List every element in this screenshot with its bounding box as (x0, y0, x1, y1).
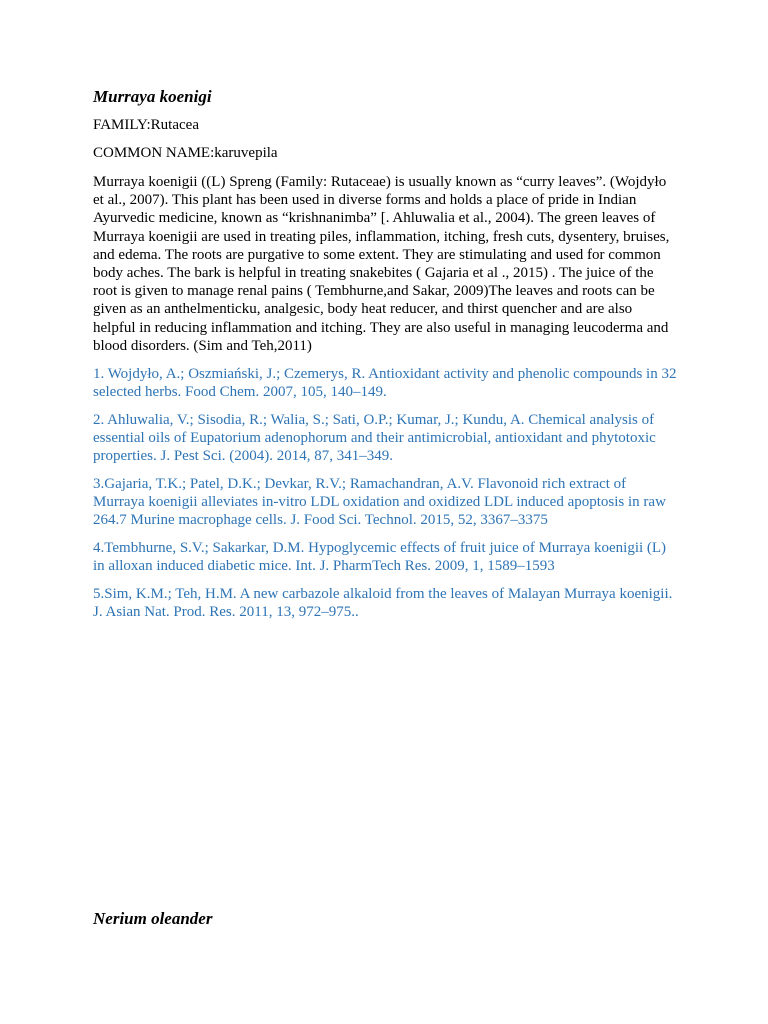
description-paragraph: Murraya koenigii ((L) Spreng (Family: Rutaceae) is usually known as “curry leaves”. (Wojdyło et al., 2007). This plant has been used in diverse forms and holds a place of pride in Indian Ayurvedic medicine, known as “krishnanimba” [. Ahluwalia et al., 2004). The green leaves of Murraya koenigii are used in treating piles, inflammation, itching, fresh cuts, dysentery, bruises, and edema. The roots are purgative to some extent. They are stimulating and used for common body aches. The bark is helpful in treating snakebites ( Gajaria et al ., 2015) . The juice of the root is given to manage renal pains ( Tembhurne,and Sakar, 2009)The leaves and roots can be given as an anthelmenticku, analgesic, body heat reducer, and thirst quencher and are also helpful in reducing inflammation and itching. They are also useful in managing leucoderma and blood disorders. (Sim and Teh,2011) (93, 174, 670, 354)
species-title-nerium: Nerium oleander (93, 909, 213, 928)
reference-item[interactable]: 5.Sim, K.M.; Teh, H.M. A new carbazole alkaloid from the leaves of Malayan Murraya koenigii. J. Asian Nat. Prod. Res. 2011, 13, 972–975.. (93, 586, 673, 621)
species-title-murraya: Murraya koenigi (93, 87, 212, 106)
reference-item[interactable]: 1. Wojdyło, A.; Oszmiański, J.; Czemerys, R. Antioxidant activity and phenolic compounds in 32 selected herbs. Food Chem. 2007, 105, 140–149. (93, 366, 677, 401)
family-field: FAMILY:Rutacea (93, 117, 199, 133)
common-name-field: COMMON NAME:karuvepila (93, 145, 278, 161)
references-list (93, 365, 678, 631)
reference-item[interactable]: 2. Ahluwalia, V.; Sisodia, R.; Walia, S.; Sati, O.P.; Kumar, J.; Kundu, A. Chemical analysis of essential oils of Eupatorium adenophorum and their antimicrobial, antioxidant and phytotoxic properties. J. Pest Sci. (2004). 2014, 87, 341–349. (93, 411, 656, 465)
reference-item[interactable]: 4.Tembhurne, S.V.; Sakarkar, D.M. Hypoglycemic effects of fruit juice of Murraya koenigii (L) in alloxan induced diabetic mice. Int. J. PharmTech Res. 2009, 1, 1589–1593 (93, 540, 667, 575)
reference-item[interactable]: 3.Gajaria, T.K.; Patel, D.K.; Devkar, R.V.; Ramachandran, A.V. Flavonoid rich extract of Murraya koenigii alleviates in-vitro LDL oxidation and oxidized LDL induced apoptosis in raw 264.7 Murine macrophage cells. J. Food Sci. Technol. 2015, 52, 3367–3375 (93, 476, 666, 529)
